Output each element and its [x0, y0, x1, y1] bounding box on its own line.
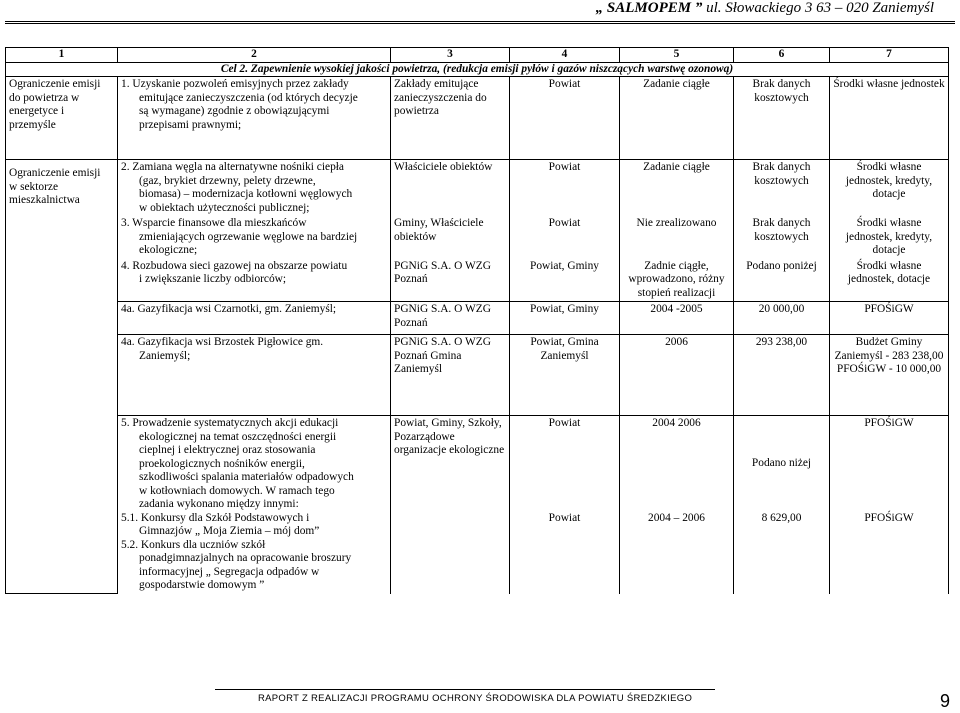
task-cell	[118, 335, 391, 416]
section-label-line: mieszkalnictwa	[9, 194, 80, 206]
task-line: ekologicznej na temat oszczędności energii	[139, 430, 337, 443]
table-row	[6, 302, 949, 335]
company-address: ul. Słowackiego 3 63 – 020 Zaniemyśl	[702, 0, 934, 16]
task-line: i zwiększanie liczby odbiorców;	[139, 273, 287, 285]
cost-cell: Brak danych kosztowych	[734, 216, 830, 259]
timeframe-value: 2004 – 2006	[648, 511, 705, 524]
task-line: zadania wykonano między innymi:	[139, 498, 299, 510]
funding-cell: Środki własne jednostek, kredyty, dotacje	[830, 216, 949, 259]
cost-cell: 293 238,00	[734, 335, 830, 416]
responsible-cell: PGNiG S.A. O WZG Poznań Gmina Zaniemyśl	[391, 335, 510, 416]
responsible-cell: PGNiG S.A. O WZG Poznań	[391, 302, 510, 335]
task-line: ekologiczne;	[139, 244, 198, 256]
task-cell	[118, 216, 391, 259]
table-row	[6, 335, 949, 416]
col-number: 2	[118, 48, 391, 63]
table-row	[6, 216, 949, 259]
column-number-row	[6, 48, 949, 63]
task-line: 5.1. Konkursy dla Szkół Podstawowych i	[121, 511, 310, 524]
task-cell	[118, 77, 391, 160]
table-row	[6, 160, 949, 217]
responsible-cell: Zakłady emitujące zanieczyszczenia do powietrza	[391, 77, 510, 160]
task-line: Gimnazjów „ Moja Ziemia – mój dom”	[139, 525, 320, 537]
responsible-cell: PGNiG S.A. O WZG Poznań	[391, 259, 510, 302]
task-line: Zaniemyśl;	[139, 349, 191, 362]
task-line: w kotłowniach domowych. W ramach tego	[139, 484, 335, 497]
funding-cell	[830, 416, 949, 594]
timeframe-cell: Zadanie ciągłe	[620, 160, 734, 217]
coordinator-cell: Powiat	[510, 216, 620, 259]
funding-cell: Środki własne jednostek	[830, 77, 949, 160]
section-label-line: Ograniczenie emisji	[9, 167, 101, 179]
task-line: informacyjnej „ Segregacja odpadów w	[139, 565, 320, 578]
coordinator-cell: Powiat, Gminy	[510, 302, 620, 335]
funding-cell: Budżet Gminy Zaniemyśl - 283 238,00 PFOŚiGW - 10 000,00	[830, 335, 949, 416]
coordinator-cell	[510, 416, 620, 594]
coordinator-value: Powiat	[548, 417, 581, 429]
task-line: gospodarstwie domowym ”	[139, 579, 265, 591]
task-line: 1. Uzyskanie pozwoleń emisyjnych przez zakłady	[121, 78, 349, 90]
timeframe-cell	[620, 416, 734, 594]
cost-cell	[734, 416, 830, 594]
section-label	[6, 77, 118, 160]
funding-cell: Środki własne jednostek, kredyty, dotacje	[830, 160, 949, 217]
footer-divider	[215, 689, 715, 690]
section-label-line: w sektorze	[9, 180, 59, 193]
section-label	[6, 160, 118, 594]
timeframe-cell: Zadanie ciągłe	[620, 77, 734, 160]
task-cell	[118, 160, 391, 217]
coordinator-cell: Powiat, Gmina Zaniemyśl	[510, 335, 620, 416]
timeframe-value: 2004 2006	[652, 417, 701, 429]
funding-cell: Środki własne jednostek, dotacje	[830, 259, 949, 302]
task-line: są wymagane) zgodnie z obowiązującymi	[139, 105, 330, 117]
cost-cell: 20 000,00	[734, 302, 830, 335]
responsible-cell: Właściciele obiektów	[391, 160, 510, 217]
task-line: biomasa) – modernizacja kotłowni węglowych	[139, 188, 353, 200]
section-label-line: Ograniczenie emisji	[9, 78, 101, 90]
task-cell	[118, 259, 391, 302]
responsible-cell: Gminy, Właściciele obiektów	[391, 216, 510, 259]
timeframe-cell: Nie zrealizowano	[620, 216, 734, 259]
task-line: przepisami prawnymi;	[139, 118, 242, 131]
page-number: 9	[939, 691, 950, 711]
header-divider	[5, 21, 955, 24]
cost-value: 8 629,00	[761, 511, 802, 524]
task-line: zmieniających ogrzewanie węglowe na bardziej	[139, 230, 358, 243]
responsible-cell: Powiat, Gminy, Szkoły, Pozarządowe organizacje ekologiczne	[391, 416, 510, 594]
page-footer: RAPORT Z REALIZACJI PROGRAMU OCHRONY ŚRODOWISKA DLA POWIATU ŚREDZKIEGO	[258, 693, 693, 704]
table-row	[6, 77, 949, 160]
col-number: 4	[510, 48, 620, 63]
cost-value: Podano niżej	[751, 457, 812, 469]
table-row	[6, 259, 949, 302]
coordinator-cell: Powiat	[510, 77, 620, 160]
task-line: 4a. Gazyfikacja wsi Czarnotki, gm. Zaniemyśl;	[121, 303, 337, 315]
cost-cell: Brak danych kosztowych	[734, 160, 830, 217]
goal-row	[6, 62, 949, 77]
task-cell	[118, 302, 391, 335]
funding-cell: PFOŚiGW	[830, 302, 949, 335]
task-line: 4a. Gazyfikacja wsi Brzostek Pigłowice gm.	[121, 336, 324, 348]
col-number: 5	[620, 48, 734, 63]
cost-cell: Podano poniżej	[734, 259, 830, 302]
coordinator-cell: Powiat	[510, 160, 620, 217]
col-number: 1	[6, 48, 118, 63]
cost-cell: Brak danych kosztowych	[734, 77, 830, 160]
task-line: 2. Zamiana węgla na alternatywne nośniki ciepła	[121, 161, 344, 173]
task-line: (gaz, brykiet drzewny, pelety drzewne,	[139, 174, 316, 187]
col-number: 6	[734, 48, 830, 63]
program-table	[5, 47, 949, 594]
col-number: 3	[391, 48, 510, 63]
company-name: „ SALMOPEM ”	[595, 0, 703, 16]
task-line: szkodliwości spalania materiałów odpadowych	[139, 471, 354, 483]
funding-value: PFOŚiGW	[864, 417, 914, 429]
timeframe-cell: Zadnie ciągłe, wprowadzono, różny stopień realizacji	[620, 259, 734, 302]
task-line: proekologicznych nośników energii,	[139, 457, 305, 470]
coordinator-value: Powiat	[548, 511, 581, 524]
section-label-line: energetyce i	[9, 105, 65, 117]
funding-value: PFOŚiGW	[864, 511, 914, 524]
task-cell	[118, 416, 391, 594]
task-line: emitujące zanieczyszczenia (od których decyzje	[139, 91, 358, 104]
task-line: 3. Wsparcie finansowe dla mieszkańców	[121, 217, 307, 229]
task-line: ponadgimnazjalnych na opracowanie broszury	[139, 552, 352, 564]
coordinator-cell: Powiat, Gminy	[510, 259, 620, 302]
goal-title: Cel 2. Zapewnienie wysokiej jakości powietrza, (redukcja emisji pyłów i gazów niszczących warstwę ozonową)	[6, 62, 949, 77]
col-number: 7	[830, 48, 949, 63]
section-label-line: do powietrza w	[9, 91, 80, 104]
task-line: cieplnej i elektrycznej oraz stosowania	[139, 444, 316, 456]
timeframe-cell: 2004 -2005	[620, 302, 734, 335]
section-label-line: przemyśle	[9, 118, 56, 131]
task-line: 5. Prowadzenie systematycznych akcji edukacji	[121, 417, 339, 429]
task-line: 5.2. Konkurs dla uczniów szkół	[121, 538, 266, 551]
timeframe-cell: 2006	[620, 335, 734, 416]
table-row	[6, 416, 949, 594]
task-line: 4. Rozbudowa sieci gazowej na obszarze powiatu	[121, 259, 348, 272]
page-header	[596, 0, 934, 20]
task-line: w obiektach użyteczności publicznej;	[139, 201, 310, 214]
